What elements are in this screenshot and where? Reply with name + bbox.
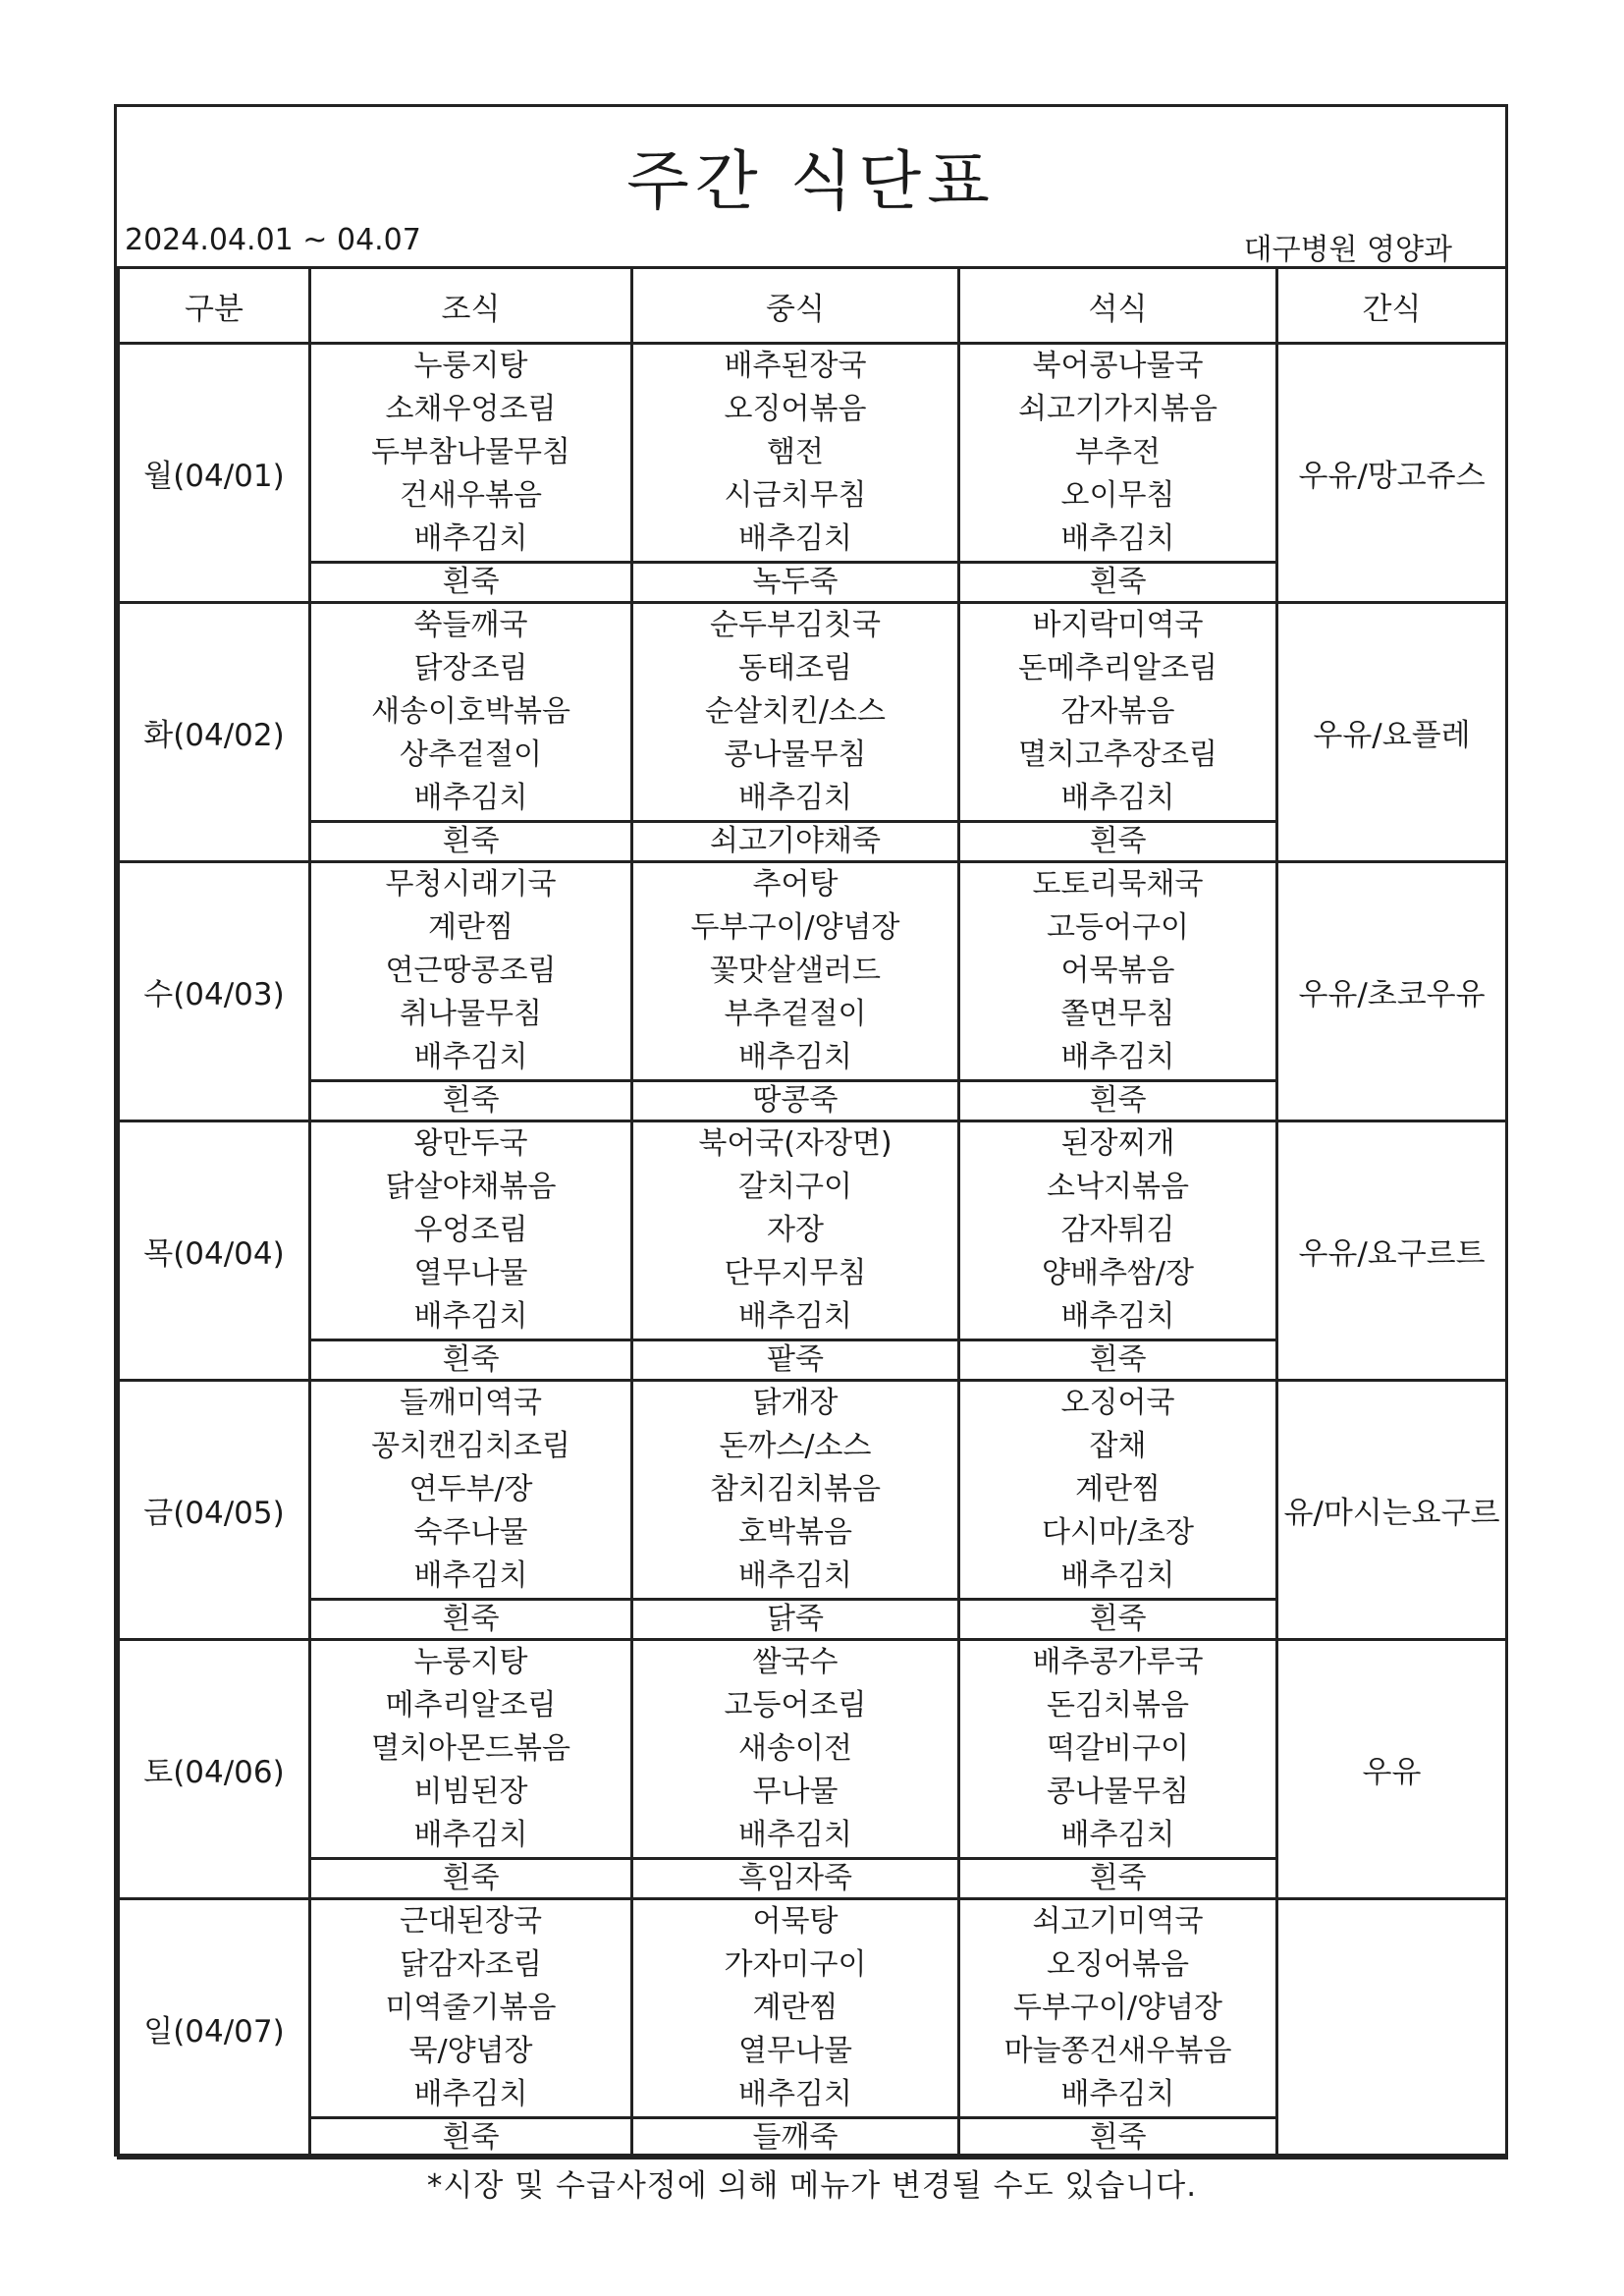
- day-row: [119, 1381, 1507, 1600]
- dish-item: 누룽지탕: [413, 1645, 528, 1679]
- dish-item: 쌀국수: [752, 1645, 839, 1679]
- dish-item: 열무나물: [413, 1256, 528, 1290]
- dish-item: 배추김치: [1060, 1299, 1175, 1334]
- lunch-porridge: 흑임자죽: [632, 1859, 959, 1899]
- breakfast-cell: [310, 1640, 632, 1859]
- dish-item: 배추김치: [1060, 1558, 1175, 1593]
- dish-item: 우엉조림: [413, 1213, 528, 1247]
- day-label: 화(04/02): [119, 603, 310, 862]
- dish-item: 누룽지탕: [413, 349, 528, 383]
- dish-item: 배추김치: [738, 1040, 852, 1074]
- footnote: *시장 및 수급사정에 의해 메뉴가 변경될 수도 있습니다.: [426, 2168, 1198, 2204]
- dish-item: 부추전: [1075, 435, 1161, 469]
- snack-cell: 우유/초코우유: [1277, 862, 1507, 1121]
- dish-item: 배추김치: [738, 2077, 852, 2111]
- day-label: 토(04/06): [119, 1640, 310, 1899]
- dish-item: 떡갈비구이: [1047, 1731, 1189, 1766]
- dish-item: 계란찜: [1075, 1472, 1161, 1506]
- dish-item: 계란찜: [752, 1991, 839, 2025]
- weekly-menu-table: [117, 266, 1508, 2159]
- day-row: [119, 1121, 1507, 1340]
- breakfast-cell: [310, 1121, 632, 1340]
- dinner-porridge: 흰죽: [959, 1600, 1277, 1640]
- dish-item: 배추김치: [413, 2077, 528, 2111]
- dish-item: 꽃맛살샐러드: [710, 954, 881, 988]
- day-row: [119, 1899, 1507, 2118]
- dish-item: 근대된장국: [400, 1904, 542, 1939]
- dish-item: 닭개장: [752, 1386, 839, 1420]
- dinner-cell: [959, 1381, 1277, 1600]
- day-row: [119, 1640, 1507, 1859]
- snack-cell: [1277, 1899, 1507, 2159]
- header-category: 구분: [119, 268, 310, 344]
- dish-item: 배추김치: [413, 521, 528, 556]
- breakfast-porridge: 흰죽: [310, 1340, 632, 1381]
- dish-item: 된장찌개: [1060, 1126, 1175, 1161]
- dish-item: 닭감자조림: [400, 1947, 542, 1982]
- dish-item: 멸치고추장조림: [1018, 738, 1218, 772]
- dish-item: 순살치킨/소스: [705, 694, 886, 729]
- dish-item: 양배추쌈/장: [1041, 1256, 1194, 1290]
- lunch-porridge: 들깨죽: [632, 2118, 959, 2159]
- dinner-cell: [959, 344, 1277, 563]
- lunch-cell: [632, 1381, 959, 1600]
- day-label: 수(04/03): [119, 862, 310, 1121]
- menu-body: [119, 344, 1507, 2159]
- dish-item: 다시마/초장: [1041, 1515, 1194, 1550]
- lunch-porridge: 닭죽: [632, 1600, 959, 1640]
- dish-item: 배추김치: [1060, 521, 1175, 556]
- breakfast-porridge: 흰죽: [310, 1600, 632, 1640]
- dish-item: 갈치구이: [738, 1170, 852, 1204]
- dish-item: 쫄면무침: [1060, 997, 1175, 1031]
- dish-item: 배추김치: [1060, 781, 1175, 815]
- breakfast-cell: [310, 862, 632, 1081]
- dish-item: 바지락미역국: [1032, 608, 1204, 642]
- day-label: 금(04/05): [119, 1381, 310, 1640]
- dinner-porridge: 흰죽: [959, 563, 1277, 603]
- header-lunch: 중식: [632, 268, 959, 344]
- dish-item: 새송이호박볶음: [371, 694, 570, 729]
- date-range: 2024.04.01 ~ 04.07: [125, 223, 421, 257]
- dish-item: 콩나물무침: [724, 738, 867, 772]
- header-snack: 간식: [1277, 268, 1507, 344]
- table-header-row: [119, 268, 1507, 344]
- dish-item: 들깨미역국: [400, 1386, 542, 1420]
- dish-item: 참치김치볶음: [710, 1472, 881, 1506]
- lunch-porridge: 녹두죽: [632, 563, 959, 603]
- dish-item: 북어콩나물국: [1032, 349, 1204, 383]
- dish-item: 단무지무침: [724, 1256, 867, 1290]
- dish-item: 무나물: [752, 1775, 839, 1809]
- day-label: 목(04/04): [119, 1121, 310, 1381]
- dish-item: 오징어볶음: [1047, 1947, 1189, 1982]
- dish-item: 숙주나물: [413, 1515, 528, 1550]
- dinner-porridge: 흰죽: [959, 2118, 1277, 2159]
- header-dinner: 석식: [959, 268, 1277, 344]
- dish-item: 순두부김칫국: [710, 608, 881, 642]
- lunch-cell: [632, 862, 959, 1081]
- breakfast-porridge: 흰죽: [310, 563, 632, 603]
- lunch-cell: [632, 603, 959, 822]
- dish-item: 미역줄기볶음: [385, 1991, 557, 2025]
- dish-item: 북어국(자장면): [698, 1126, 893, 1161]
- dish-item: 쑥들깨국: [413, 608, 528, 642]
- dish-item: 자장: [767, 1213, 824, 1247]
- day-row: [119, 862, 1507, 1081]
- lunch-porridge: 땅콩죽: [632, 1081, 959, 1121]
- dish-item: 배추콩가루국: [1032, 1645, 1204, 1679]
- dish-item: 호박볶음: [738, 1515, 852, 1550]
- lunch-cell: [632, 344, 959, 563]
- dish-item: 돈메추리알조림: [1018, 651, 1218, 685]
- dish-item: 어묵탕: [752, 1904, 839, 1939]
- dish-item: 오징어볶음: [724, 392, 867, 426]
- page-title: 주간 식단표: [626, 143, 996, 219]
- dish-item: 돈김치볶음: [1047, 1688, 1189, 1722]
- dish-item: 쇠고기미역국: [1032, 1904, 1204, 1939]
- dish-item: 고등어구이: [1047, 910, 1189, 945]
- dinner-porridge: 흰죽: [959, 1859, 1277, 1899]
- dish-item: 배추김치: [738, 1558, 852, 1593]
- snack-cell: 우유: [1277, 1640, 1507, 1899]
- dish-item: 소채우엉조림: [385, 392, 557, 426]
- dish-item: 시금치무침: [724, 478, 867, 513]
- snack-cell: 유/마시는요구르: [1277, 1381, 1507, 1640]
- dish-item: 쇠고기가지볶음: [1018, 392, 1218, 426]
- dinner-cell: [959, 1121, 1277, 1340]
- day-row: [119, 603, 1507, 822]
- breakfast-porridge: 흰죽: [310, 822, 632, 862]
- dish-item: 감자볶음: [1060, 694, 1175, 729]
- dish-item: 두부구이/양념장: [1013, 1991, 1222, 2025]
- department-label: 대구병원 영양과: [1243, 233, 1452, 267]
- dinner-cell: [959, 862, 1277, 1081]
- lunch-cell: [632, 1121, 959, 1340]
- dish-item: 배추김치: [738, 1299, 852, 1334]
- dish-item: 배추된장국: [724, 349, 867, 383]
- dish-item: 돈까스/소스: [719, 1429, 872, 1463]
- dish-item: 배추김치: [413, 1299, 528, 1334]
- dish-item: 비빔된장: [413, 1775, 528, 1809]
- dish-item: 배추김치: [413, 1818, 528, 1852]
- dish-item: 잡채: [1089, 1429, 1147, 1463]
- dish-item: 상추겉절이: [400, 738, 542, 772]
- dish-item: 메추리알조림: [385, 1688, 557, 1722]
- dish-item: 계란찜: [428, 910, 514, 945]
- breakfast-porridge: 흰죽: [310, 1081, 632, 1121]
- dish-item: 배추김치: [413, 781, 528, 815]
- dish-item: 콩나물무침: [1047, 1775, 1189, 1809]
- breakfast-cell: [310, 1899, 632, 2118]
- dish-item: 배추김치: [738, 1818, 852, 1852]
- snack-cell: 우유/망고쥬스: [1277, 344, 1507, 603]
- dish-item: 고등어조림: [724, 1688, 867, 1722]
- dish-item: 두부참나물무침: [371, 435, 570, 469]
- dish-item: 멸치아몬드볶음: [371, 1731, 570, 1766]
- dish-item: 닭살야채볶음: [385, 1170, 557, 1204]
- dish-item: 배추김치: [1060, 2077, 1175, 2111]
- snack-cell: 우유/요플레: [1277, 603, 1507, 862]
- dish-item: 배추김치: [413, 1558, 528, 1593]
- dish-item: 햄전: [767, 435, 824, 469]
- snack-cell: 우유/요구르트: [1277, 1121, 1507, 1381]
- dish-item: 소낙지볶음: [1047, 1170, 1189, 1204]
- dish-item: 배추김치: [1060, 1818, 1175, 1852]
- day-row: [119, 344, 1507, 563]
- dish-item: 꽁치캔김치조림: [371, 1429, 570, 1463]
- dish-item: 건새우볶음: [400, 478, 542, 513]
- dish-item: 동태조림: [738, 651, 852, 685]
- day-label: 일(04/07): [119, 1899, 310, 2159]
- dish-item: 왕만두국: [413, 1126, 528, 1161]
- dish-item: 부추겉절이: [724, 997, 867, 1031]
- dish-item: 묵/양념장: [408, 2034, 533, 2068]
- dish-item: 배추김치: [738, 521, 852, 556]
- breakfast-porridge: 흰죽: [310, 1859, 632, 1899]
- breakfast-cell: [310, 344, 632, 563]
- breakfast-cell: [310, 1381, 632, 1600]
- lunch-cell: [632, 1640, 959, 1859]
- day-label: 월(04/01): [119, 344, 310, 603]
- dinner-porridge: 흰죽: [959, 1081, 1277, 1121]
- lunch-cell: [632, 1899, 959, 2118]
- dinner-porridge: 흰죽: [959, 822, 1277, 862]
- dish-item: 어묵볶음: [1060, 954, 1175, 988]
- dish-item: 새송이전: [738, 1731, 852, 1766]
- dish-item: 추어탕: [752, 867, 839, 902]
- dinner-cell: [959, 1899, 1277, 2118]
- dinner-porridge: 흰죽: [959, 1340, 1277, 1381]
- breakfast-cell: [310, 603, 632, 822]
- dish-item: 가자미구이: [724, 1947, 867, 1982]
- dish-item: 배추김치: [413, 1040, 528, 1074]
- dish-item: 취나물무침: [400, 997, 542, 1031]
- dish-item: 오징어국: [1060, 1386, 1175, 1420]
- dish-item: 오이무침: [1060, 478, 1175, 513]
- dish-item: 배추김치: [738, 781, 852, 815]
- dinner-cell: [959, 1640, 1277, 1859]
- header-breakfast: 조식: [310, 268, 632, 344]
- dish-item: 연두부/장: [408, 1472, 533, 1506]
- breakfast-porridge: 흰죽: [310, 2118, 632, 2159]
- dish-item: 마늘쫑건새우볶음: [1003, 2034, 1232, 2068]
- lunch-porridge: 팥죽: [632, 1340, 959, 1381]
- dish-item: 무청시래기국: [385, 867, 557, 902]
- dish-item: 열무나물: [738, 2034, 852, 2068]
- dish-item: 배추김치: [1060, 1040, 1175, 1074]
- dinner-cell: [959, 603, 1277, 822]
- dish-item: 두부구이/양념장: [690, 910, 900, 945]
- dish-item: 도토리묵채국: [1032, 867, 1204, 902]
- dish-item: 감자튀김: [1060, 1213, 1175, 1247]
- lunch-porridge: 쇠고기야채죽: [632, 822, 959, 862]
- dish-item: 닭장조림: [413, 651, 528, 685]
- dish-item: 연근땅콩조림: [385, 954, 557, 988]
- menu-sheet: [114, 104, 1508, 2157]
